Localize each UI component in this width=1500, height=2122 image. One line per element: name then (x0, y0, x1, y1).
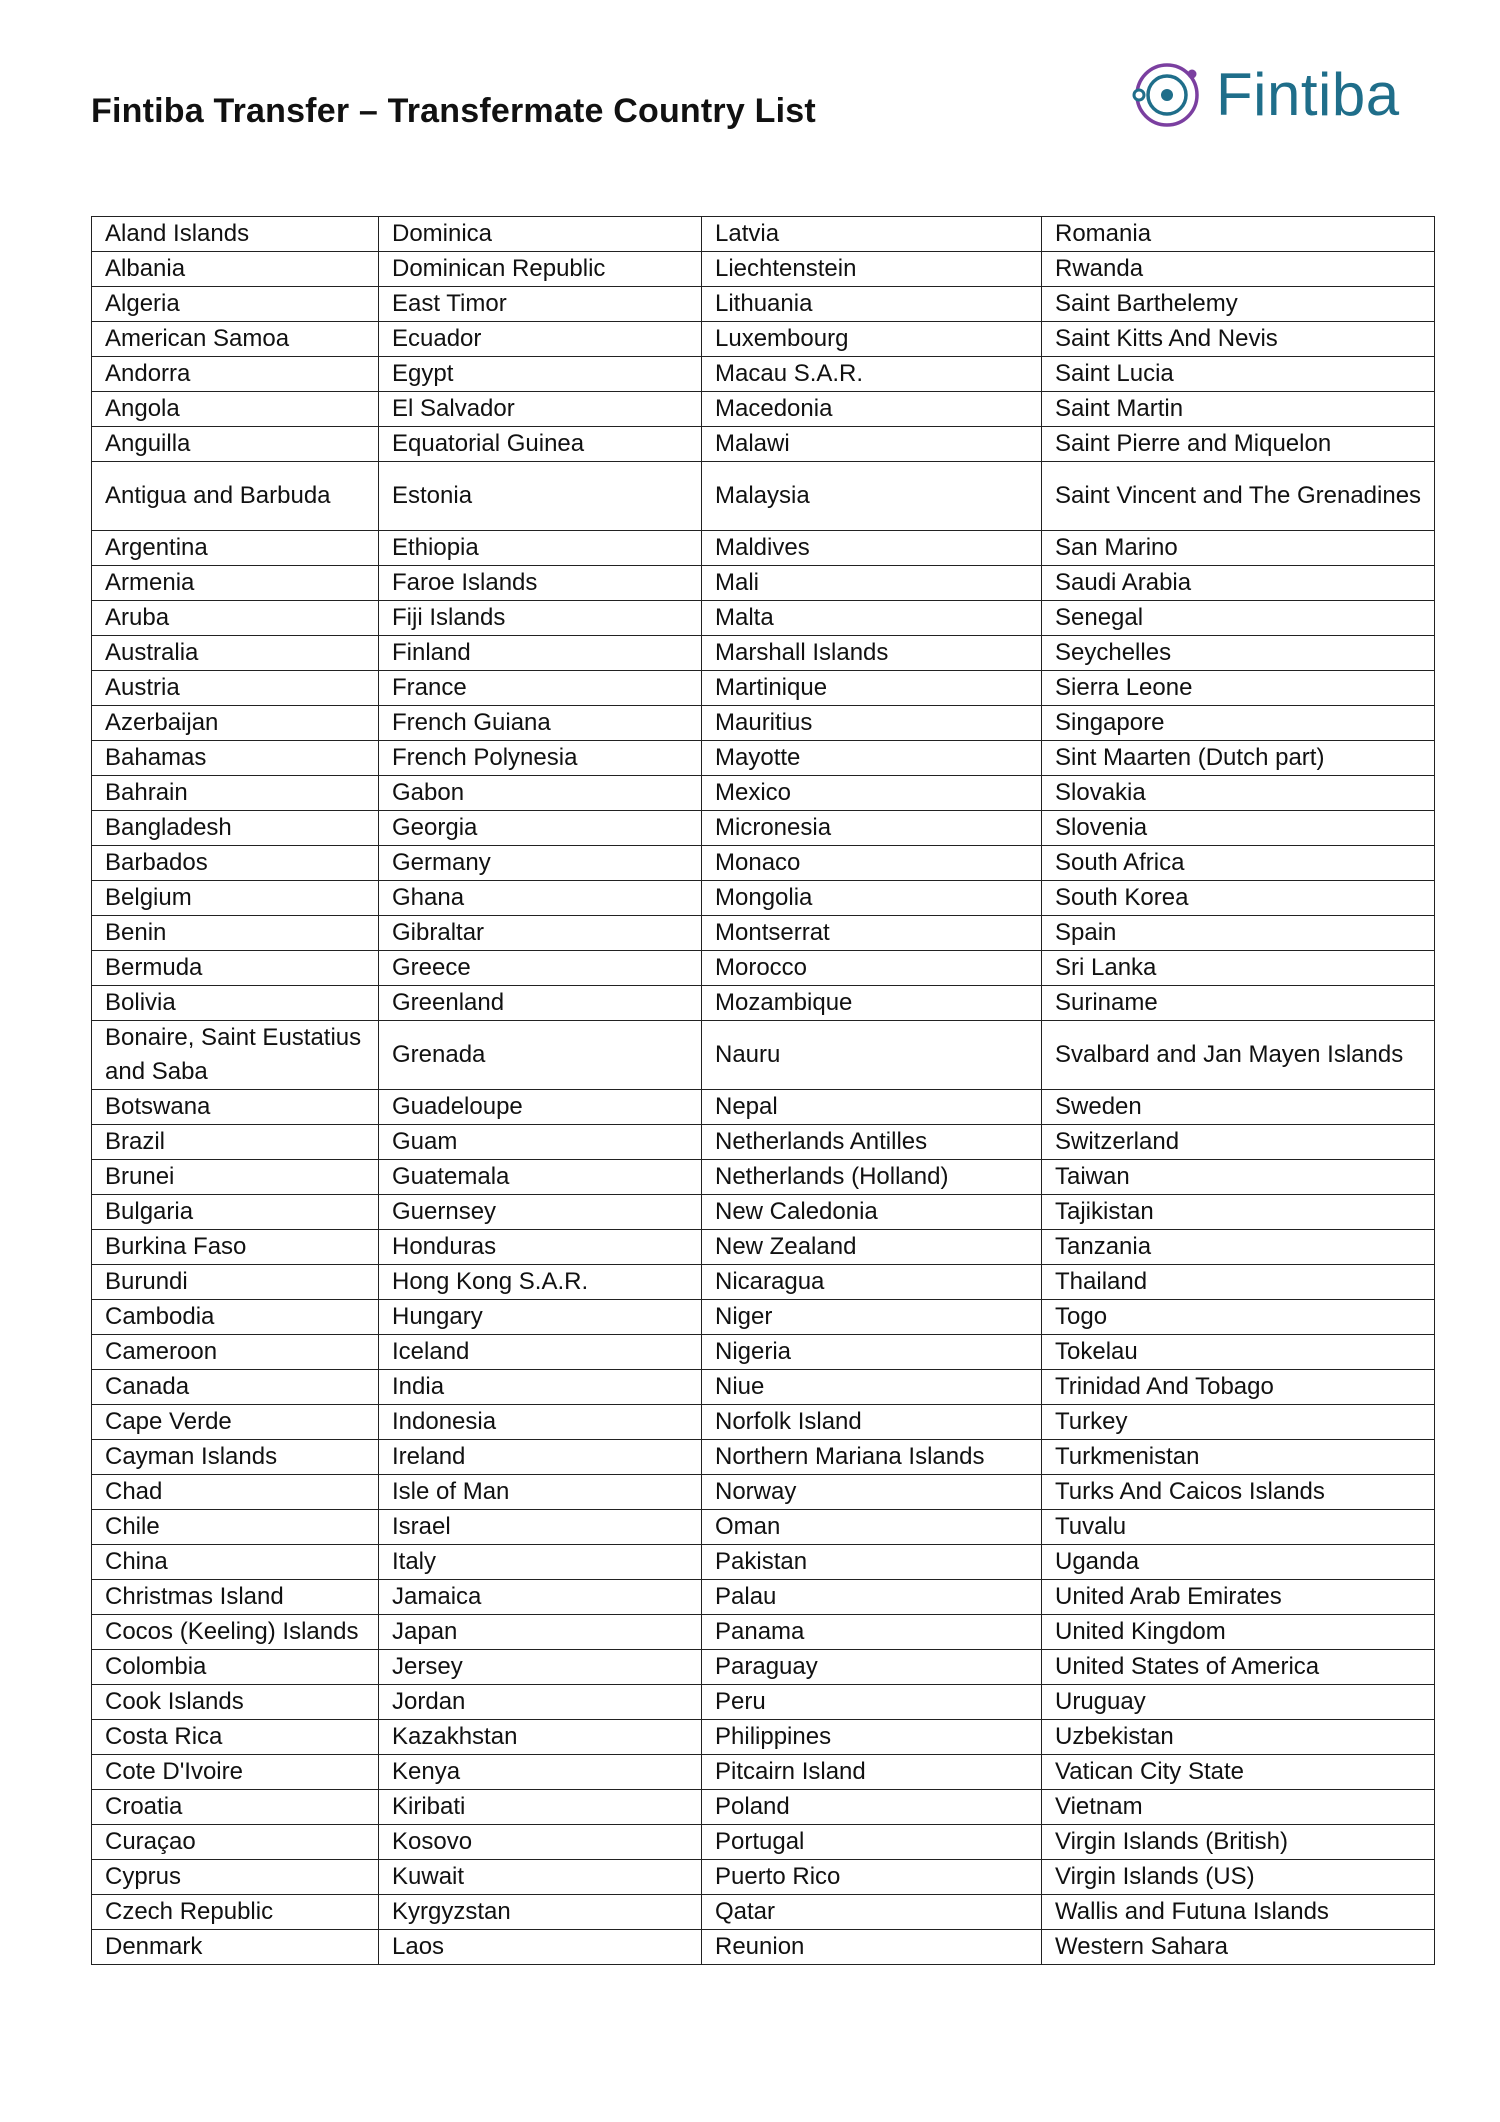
table-row (92, 1021, 1435, 1090)
country-cell: Tajikistan (1042, 1195, 1435, 1230)
table-row (92, 1160, 1435, 1195)
country-cell: Saint Vincent and The Grenadines (1042, 462, 1435, 531)
table-row (92, 1510, 1435, 1545)
table-row (92, 252, 1435, 287)
country-cell: Cook Islands (92, 1685, 379, 1720)
country-cell: Croatia (92, 1790, 379, 1825)
country-cell: Bahrain (92, 776, 379, 811)
country-cell: Norway (702, 1475, 1042, 1510)
country-cell: Bolivia (92, 986, 379, 1021)
table-row (92, 1195, 1435, 1230)
country-cell: Benin (92, 916, 379, 951)
country-cell: Andorra (92, 357, 379, 392)
country-cell: Finland (379, 636, 702, 671)
country-cell: Luxembourg (702, 322, 1042, 357)
country-cell: Aruba (92, 601, 379, 636)
country-cell: Portugal (702, 1825, 1042, 1860)
country-cell: East Timor (379, 287, 702, 322)
country-cell: Saint Barthelemy (1042, 287, 1435, 322)
country-cell: Togo (1042, 1300, 1435, 1335)
country-cell: Burundi (92, 1265, 379, 1300)
country-cell: Malaysia (702, 462, 1042, 531)
country-cell: Hungary (379, 1300, 702, 1335)
country-cell: Qatar (702, 1895, 1042, 1930)
table-row (92, 1825, 1435, 1860)
country-cell: Turkey (1042, 1405, 1435, 1440)
country-cell: India (379, 1370, 702, 1405)
table-row (92, 462, 1435, 531)
country-cell: Kazakhstan (379, 1720, 702, 1755)
country-cell: Vietnam (1042, 1790, 1435, 1825)
country-cell: Angola (92, 392, 379, 427)
country-table (91, 216, 1435, 1965)
country-cell: Nepal (702, 1090, 1042, 1125)
country-cell: Mongolia (702, 881, 1042, 916)
country-cell: Martinique (702, 671, 1042, 706)
country-cell: Brazil (92, 1125, 379, 1160)
country-cell: Svalbard and Jan Mayen Islands (1042, 1021, 1435, 1090)
country-cell: Nauru (702, 1021, 1042, 1090)
country-cell: Saint Lucia (1042, 357, 1435, 392)
table-row (92, 1125, 1435, 1160)
country-cell: Kyrgyzstan (379, 1895, 702, 1930)
country-cell: Puerto Rico (702, 1860, 1042, 1895)
country-cell: Iceland (379, 1335, 702, 1370)
country-cell: New Caledonia (702, 1195, 1042, 1230)
table-row (92, 357, 1435, 392)
country-cell: Ghana (379, 881, 702, 916)
country-cell: Belgium (92, 881, 379, 916)
table-row (92, 1405, 1435, 1440)
country-cell: Peru (702, 1685, 1042, 1720)
fintiba-logo-icon (1132, 60, 1206, 130)
country-cell: Slovenia (1042, 811, 1435, 846)
country-cell: Laos (379, 1930, 702, 1965)
table-row (92, 986, 1435, 1021)
table-row (92, 951, 1435, 986)
country-cell: Niger (702, 1300, 1042, 1335)
country-cell: Saint Martin (1042, 392, 1435, 427)
table-row (92, 1580, 1435, 1615)
country-cell: Cayman Islands (92, 1440, 379, 1475)
table-row (92, 566, 1435, 601)
table-row (92, 322, 1435, 357)
table-row (92, 217, 1435, 252)
country-cell: Dominican Republic (379, 252, 702, 287)
country-cell: Barbados (92, 846, 379, 881)
country-cell: Netherlands Antilles (702, 1125, 1042, 1160)
country-cell: Dominica (379, 217, 702, 252)
country-cell: Botswana (92, 1090, 379, 1125)
country-cell: Grenada (379, 1021, 702, 1090)
table-row (92, 531, 1435, 566)
country-cell: Bahamas (92, 741, 379, 776)
country-cell: Micronesia (702, 811, 1042, 846)
country-cell: Uganda (1042, 1545, 1435, 1580)
country-cell: Cambodia (92, 1300, 379, 1335)
country-cell: Wallis and Futuna Islands (1042, 1895, 1435, 1930)
country-cell: New Zealand (702, 1230, 1042, 1265)
country-cell: Gabon (379, 776, 702, 811)
country-cell: Paraguay (702, 1650, 1042, 1685)
table-row (92, 1860, 1435, 1895)
country-cell: Georgia (379, 811, 702, 846)
country-cell: Guadeloupe (379, 1090, 702, 1125)
country-cell: Macau S.A.R. (702, 357, 1042, 392)
country-cell: Trinidad And Tobago (1042, 1370, 1435, 1405)
country-cell: Morocco (702, 951, 1042, 986)
page-title: Fintiba Transfer – Transfermate Country List (91, 92, 816, 130)
country-cell: Reunion (702, 1930, 1042, 1965)
table-row (92, 1230, 1435, 1265)
country-table-body (92, 217, 1435, 1965)
country-cell: Thailand (1042, 1265, 1435, 1300)
country-cell: Niue (702, 1370, 1042, 1405)
country-cell: Guam (379, 1125, 702, 1160)
table-row (92, 811, 1435, 846)
country-cell: Bermuda (92, 951, 379, 986)
table-row (92, 287, 1435, 322)
country-cell: Equatorial Guinea (379, 427, 702, 462)
table-row (92, 1300, 1435, 1335)
table-row (92, 636, 1435, 671)
country-cell: Bangladesh (92, 811, 379, 846)
table-row (92, 1790, 1435, 1825)
country-cell: Kuwait (379, 1860, 702, 1895)
country-cell: Kenya (379, 1755, 702, 1790)
country-cell: French Guiana (379, 706, 702, 741)
table-row (92, 1440, 1435, 1475)
country-cell: Greenland (379, 986, 702, 1021)
country-cell: El Salvador (379, 392, 702, 427)
country-cell: Italy (379, 1545, 702, 1580)
country-cell: Pakistan (702, 1545, 1042, 1580)
country-cell: Cote D'Ivoire (92, 1755, 379, 1790)
country-cell: Anguilla (92, 427, 379, 462)
country-cell: Cape Verde (92, 1405, 379, 1440)
country-cell: Monaco (702, 846, 1042, 881)
country-cell: Faroe Islands (379, 566, 702, 601)
country-cell: Vatican City State (1042, 1755, 1435, 1790)
country-cell: Antigua and Barbuda (92, 462, 379, 531)
country-cell: Macedonia (702, 392, 1042, 427)
table-row (92, 1650, 1435, 1685)
country-cell: Suriname (1042, 986, 1435, 1021)
country-cell: Tuvalu (1042, 1510, 1435, 1545)
table-row (92, 1720, 1435, 1755)
country-cell: Aland Islands (92, 217, 379, 252)
country-cell: Taiwan (1042, 1160, 1435, 1195)
country-cell: Maldives (702, 531, 1042, 566)
country-cell: Turkmenistan (1042, 1440, 1435, 1475)
table-row (92, 776, 1435, 811)
table-row (92, 1545, 1435, 1580)
country-cell: Burkina Faso (92, 1230, 379, 1265)
country-cell: Saint Pierre and Miquelon (1042, 427, 1435, 462)
country-cell: Jersey (379, 1650, 702, 1685)
country-cell: Pitcairn Island (702, 1755, 1042, 1790)
country-cell: Estonia (379, 462, 702, 531)
country-cell: Egypt (379, 357, 702, 392)
country-cell: Cyprus (92, 1860, 379, 1895)
country-cell: Indonesia (379, 1405, 702, 1440)
country-cell: Netherlands (Holland) (702, 1160, 1042, 1195)
country-cell: Norfolk Island (702, 1405, 1042, 1440)
country-cell: Lithuania (702, 287, 1042, 322)
country-cell: Guernsey (379, 1195, 702, 1230)
table-row (92, 1755, 1435, 1790)
country-cell: Malawi (702, 427, 1042, 462)
country-cell: Mozambique (702, 986, 1042, 1021)
country-cell: Honduras (379, 1230, 702, 1265)
fintiba-logo (1132, 60, 1400, 130)
country-cell: Tanzania (1042, 1230, 1435, 1265)
table-row (92, 1615, 1435, 1650)
table-row (92, 881, 1435, 916)
country-cell: Saudi Arabia (1042, 566, 1435, 601)
country-cell: Czech Republic (92, 1895, 379, 1930)
country-cell: Virgin Islands (British) (1042, 1825, 1435, 1860)
country-cell: Liechtenstein (702, 252, 1042, 287)
country-cell: South Korea (1042, 881, 1435, 916)
country-cell: Austria (92, 671, 379, 706)
country-cell: Greece (379, 951, 702, 986)
country-cell: Germany (379, 846, 702, 881)
country-cell: Mali (702, 566, 1042, 601)
country-cell: Marshall Islands (702, 636, 1042, 671)
country-cell: Sierra Leone (1042, 671, 1435, 706)
table-row (92, 427, 1435, 462)
table-row (92, 916, 1435, 951)
country-cell: Uruguay (1042, 1685, 1435, 1720)
country-cell: Armenia (92, 566, 379, 601)
country-cell: Chad (92, 1475, 379, 1510)
country-cell: Guatemala (379, 1160, 702, 1195)
country-cell: Turks And Caicos Islands (1042, 1475, 1435, 1510)
country-cell: Bonaire, Saint Eustatius and Saba (92, 1021, 379, 1090)
country-cell: United Arab Emirates (1042, 1580, 1435, 1615)
country-cell: Albania (92, 252, 379, 287)
country-cell: Ecuador (379, 322, 702, 357)
country-cell: Slovakia (1042, 776, 1435, 811)
country-cell: Latvia (702, 217, 1042, 252)
country-cell: Denmark (92, 1930, 379, 1965)
country-cell: Singapore (1042, 706, 1435, 741)
country-cell: Northern Mariana Islands (702, 1440, 1042, 1475)
table-row (92, 1265, 1435, 1300)
country-cell: Cocos (Keeling) Islands (92, 1615, 379, 1650)
country-cell: American Samoa (92, 322, 379, 357)
table-row (92, 1335, 1435, 1370)
country-cell: Chile (92, 1510, 379, 1545)
country-cell: San Marino (1042, 531, 1435, 566)
country-cell: Seychelles (1042, 636, 1435, 671)
table-row (92, 1370, 1435, 1405)
country-cell: China (92, 1545, 379, 1580)
country-cell: Senegal (1042, 601, 1435, 636)
table-row (92, 1930, 1435, 1965)
country-cell: French Polynesia (379, 741, 702, 776)
country-cell: South Africa (1042, 846, 1435, 881)
table-row (92, 1090, 1435, 1125)
country-cell: Uzbekistan (1042, 1720, 1435, 1755)
country-cell: Australia (92, 636, 379, 671)
country-cell: Jamaica (379, 1580, 702, 1615)
country-cell: Algeria (92, 287, 379, 322)
country-cell: Hong Kong S.A.R. (379, 1265, 702, 1300)
country-cell: Mauritius (702, 706, 1042, 741)
country-cell: Saint Kitts And Nevis (1042, 322, 1435, 357)
country-cell: Sweden (1042, 1090, 1435, 1125)
country-cell: Ireland (379, 1440, 702, 1475)
country-cell: United States of America (1042, 1650, 1435, 1685)
country-cell: Japan (379, 1615, 702, 1650)
country-cell: Tokelau (1042, 1335, 1435, 1370)
table-row (92, 601, 1435, 636)
country-cell: Kosovo (379, 1825, 702, 1860)
country-cell: Argentina (92, 531, 379, 566)
country-cell: Curaçao (92, 1825, 379, 1860)
country-cell: Gibraltar (379, 916, 702, 951)
country-cell: Christmas Island (92, 1580, 379, 1615)
country-cell: Oman (702, 1510, 1042, 1545)
country-cell: Montserrat (702, 916, 1042, 951)
country-cell: Sint Maarten (Dutch part) (1042, 741, 1435, 776)
country-cell: Rwanda (1042, 252, 1435, 287)
country-cell: Costa Rica (92, 1720, 379, 1755)
country-cell: Brunei (92, 1160, 379, 1195)
country-cell: United Kingdom (1042, 1615, 1435, 1650)
table-row (92, 706, 1435, 741)
country-cell: Switzerland (1042, 1125, 1435, 1160)
country-cell: Nigeria (702, 1335, 1042, 1370)
country-cell: Western Sahara (1042, 1930, 1435, 1965)
table-row (92, 1895, 1435, 1930)
country-cell: Malta (702, 601, 1042, 636)
country-cell: Panama (702, 1615, 1042, 1650)
country-cell: Poland (702, 1790, 1042, 1825)
table-row (92, 671, 1435, 706)
logo-text: Fintiba (1216, 61, 1400, 128)
country-cell: Nicaragua (702, 1265, 1042, 1300)
table-row (92, 1475, 1435, 1510)
country-cell: Azerbaijan (92, 706, 379, 741)
country-cell: Colombia (92, 1650, 379, 1685)
country-cell: Jordan (379, 1685, 702, 1720)
table-row (92, 846, 1435, 881)
country-cell: Isle of Man (379, 1475, 702, 1510)
country-cell: Spain (1042, 916, 1435, 951)
country-cell: France (379, 671, 702, 706)
country-cell: Canada (92, 1370, 379, 1405)
country-cell: Ethiopia (379, 531, 702, 566)
country-cell: Bulgaria (92, 1195, 379, 1230)
table-row (92, 741, 1435, 776)
table-row (92, 1685, 1435, 1720)
country-cell: Virgin Islands (US) (1042, 1860, 1435, 1895)
country-cell: Palau (702, 1580, 1042, 1615)
country-cell: Fiji Islands (379, 601, 702, 636)
country-cell: Sri Lanka (1042, 951, 1435, 986)
country-cell: Mexico (702, 776, 1042, 811)
country-cell: Israel (379, 1510, 702, 1545)
country-cell: Mayotte (702, 741, 1042, 776)
table-row (92, 392, 1435, 427)
country-cell: Kiribati (379, 1790, 702, 1825)
country-cell: Philippines (702, 1720, 1042, 1755)
country-cell: Romania (1042, 217, 1435, 252)
country-cell: Cameroon (92, 1335, 379, 1370)
